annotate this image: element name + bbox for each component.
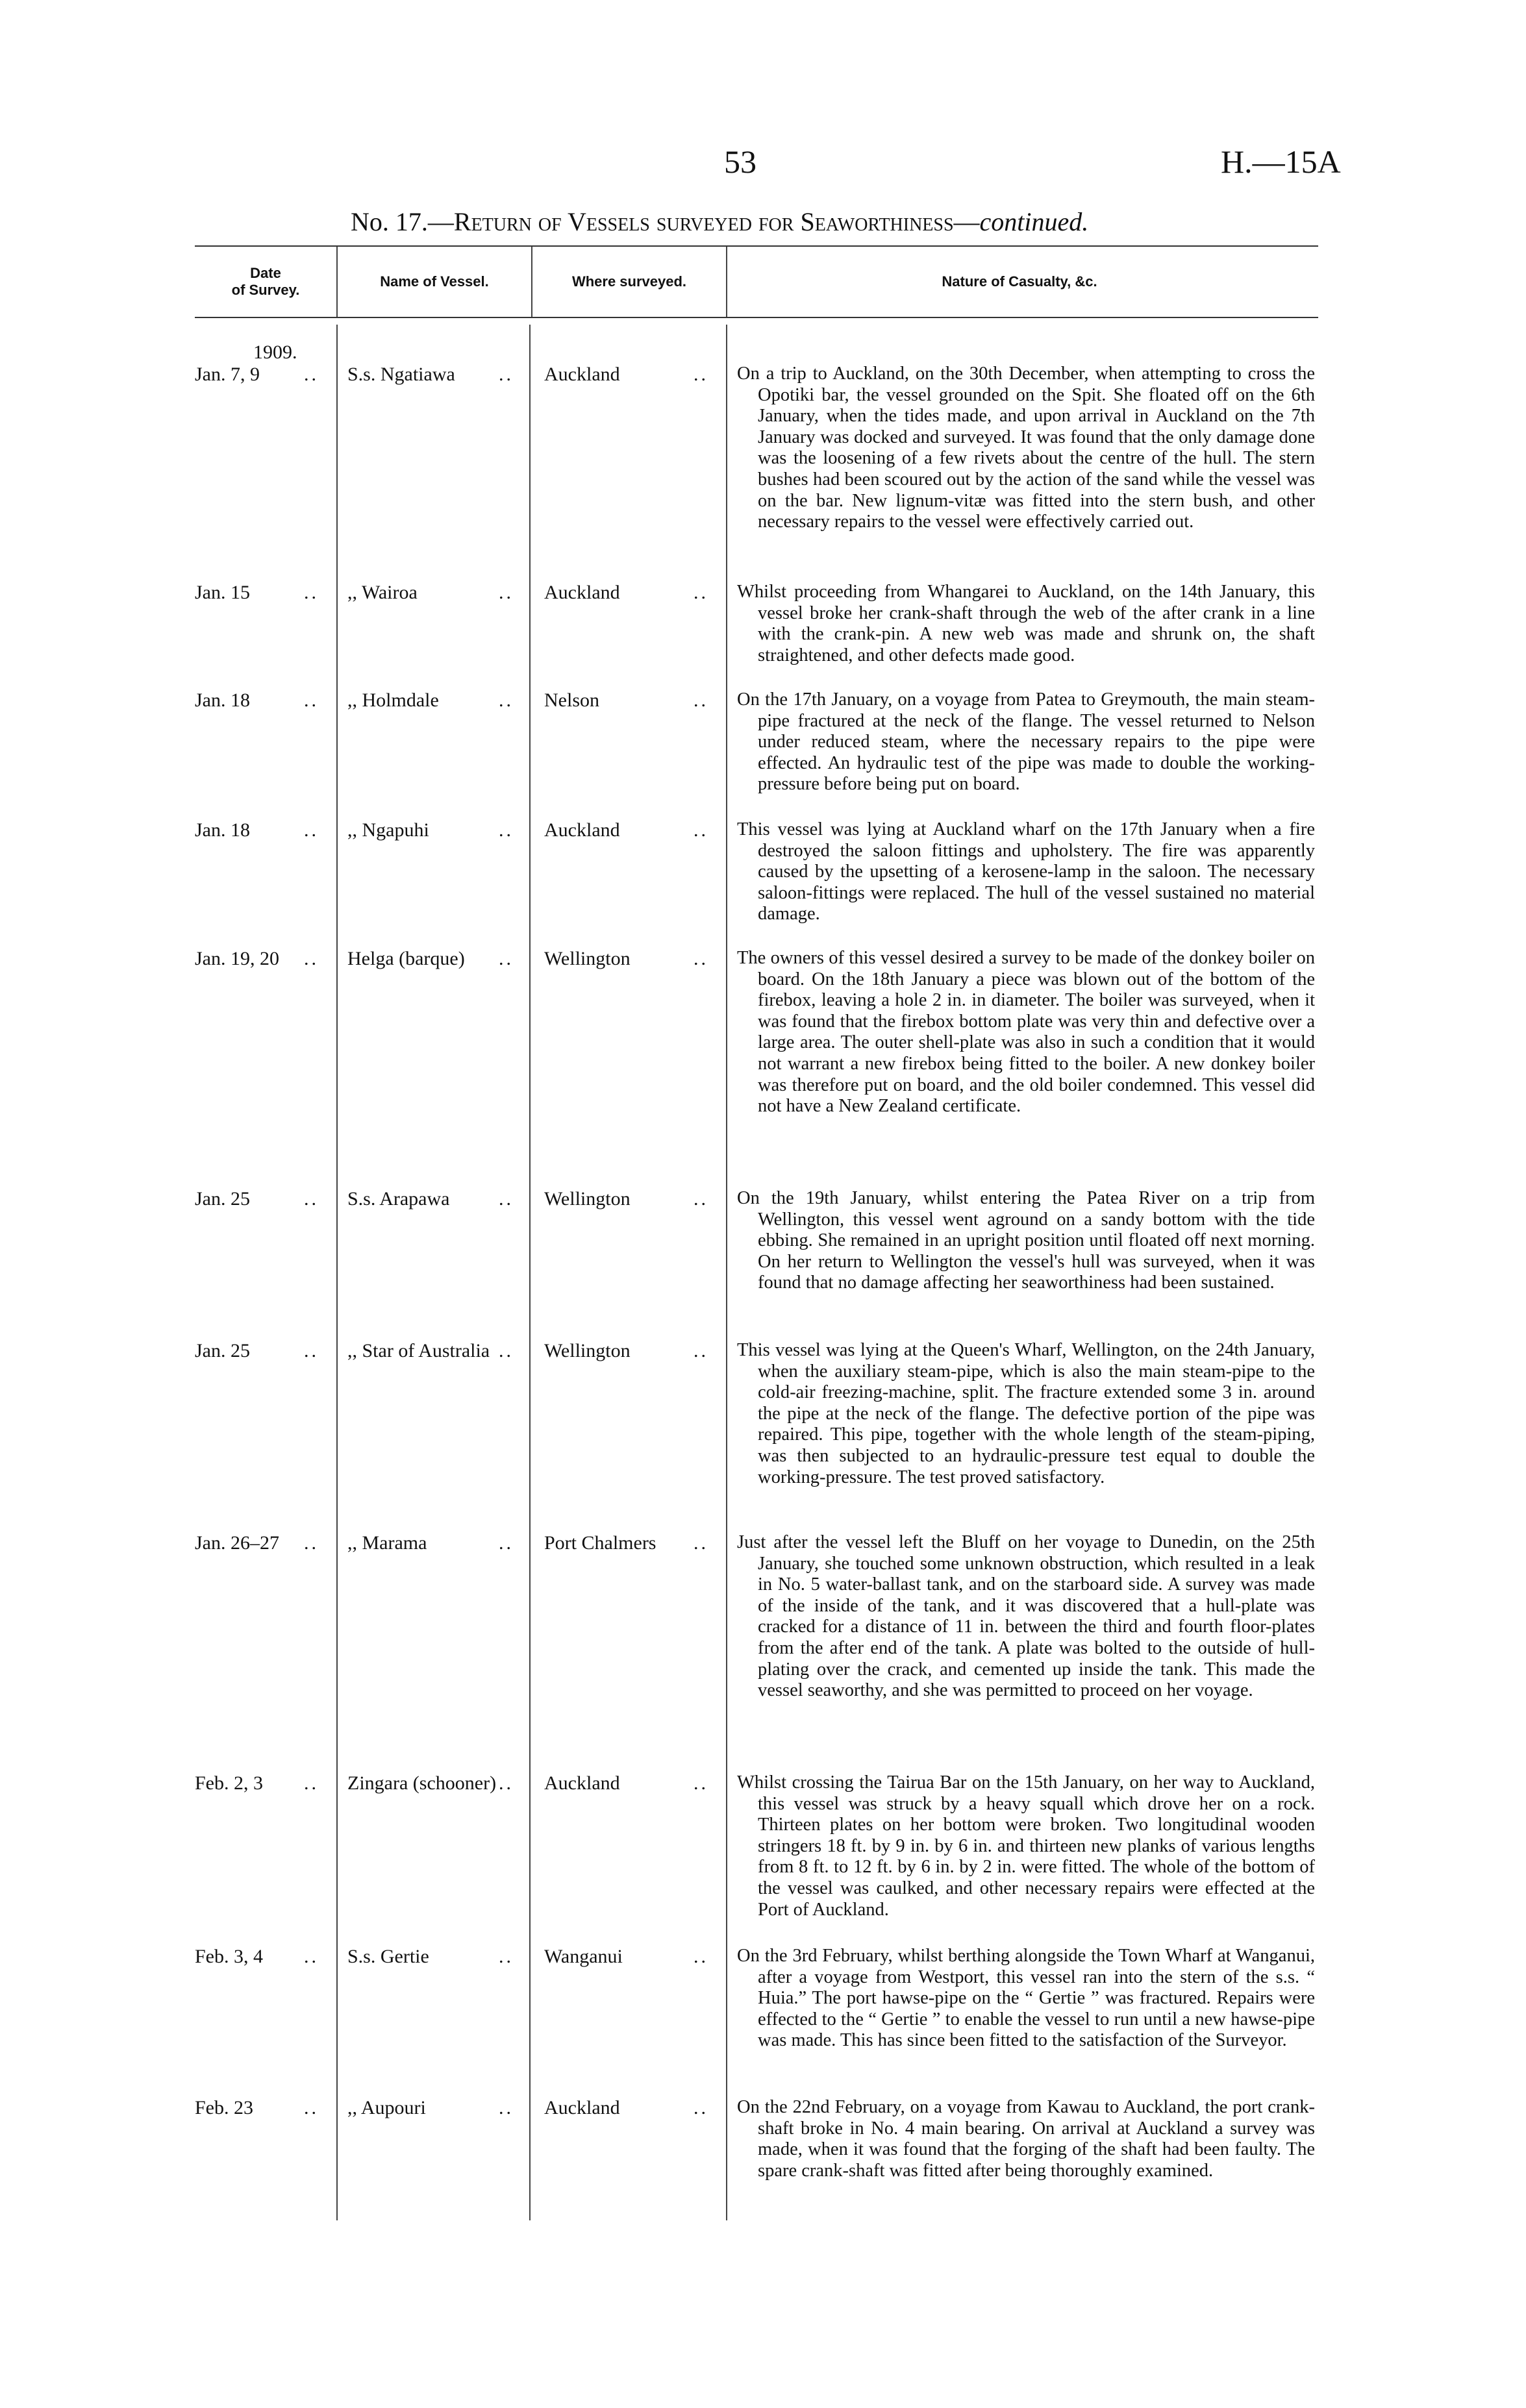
leader-dots: .. [694,689,708,711]
row-nature-text: On the 17th January, on a voyage from Patea to Greymouth, the main steam-pipe fractured at the neck of the flange. The vessel returned to Nelson under reduced steam, where the necessary repairs to the pipe were effected. An hydraulic test of the pipe was made to double the working-pressure before being put on board. [737,689,1315,795]
row-date: Jan. 19, 20 [195,948,279,969]
row-nature [737,2097,1315,2181]
title-main: Return of Vessels surveyed for Seaworthiness— [453,207,980,236]
row-nature [737,1772,1315,1920]
leader-dots: .. [304,1946,319,1967]
leader-dots: .. [304,1772,319,1794]
row-nature-text: This vessel was lying at Auckland wharf on the 17th January when a fire destroyed the saloon fittings and upholstery. The fire was apparently caused by the upsetting of a kerosene-lamp in the saloon. The necessary saloon-fittings were replaced. The hull of the vessel sustained no material damage. [737,819,1315,925]
leader-dots: .. [499,819,514,841]
leader-dots: .. [694,1946,708,1967]
page-number: 53 [724,143,757,180]
leader-dots: .. [499,1772,514,1794]
leader-dots: .. [304,582,319,603]
leader-dots: .. [694,1772,708,1794]
row-date: Jan. 25 [195,1188,250,1210]
header-bottom-rule [195,317,1318,318]
row-where: Wellington [544,948,631,969]
leader-dots: .. [694,582,708,603]
row-where: Wellington [544,1340,631,1361]
table-title [351,206,1247,237]
column-header-where: Where surveyed. [571,273,687,290]
row-nature [737,364,1315,533]
leader-dots: .. [304,689,319,711]
row-nature-text: On a trip to Auckland, on the 30th December, when attempting to cross the Opotiki bar, the vessel grounded on the Spit. She floated off on the 6th January, when the tides made, and upon arrival in Auckland on the 7th January was docked and surveyed. It was found that the only damage done was the loosening of a few rivets about the centre of the hull. The stern bushes had been scoured out by the action of the sand while the vessel was on the bar. New lignum-vitæ was fitted into the stern bush, and other necessary repairs to the vessel were effectively carried out. [737,364,1315,532]
row-date: Jan. 18 [195,689,250,711]
leader-dots: .. [499,2097,514,2118]
leader-dots: .. [304,2097,319,2118]
row-date: Jan. 26–27 [195,1532,279,1554]
row-vessel: ,, Aupouri [347,2097,426,2118]
row-where: Auckland [544,819,620,841]
column-header-vessel: Name of Vessel. [380,273,489,290]
row-nature-text: On the 22nd February, on a voyage from Kawau to Auckland, the port crank-shaft broke in No. 4 main bearing. On arrival at Auckland a survey was made, when it was found that the forging of the shaft had been faulty. The spare crank-shaft was fitted after being thoroughly examined. [737,2097,1315,2181]
row-nature-text: The owners of this vessel desired a survey to be made of the donkey boiler on board. On the 18th January a piece was blown out of the bottom of the firebox, leaving a hole 2 in. in diameter. The boiler was surveyed, when it was found that the firebox bottom plate was very thin and defective over a large area. The outer shell-plate was also in such a condition that it would not warrant a new firebox being fitted to the boiler. A new donkey boiler was therefore put on board, and the old boiler condemned. This vessel did not have a New Zealand certificate. [737,948,1315,1117]
row-vessel: ,, Wairoa [347,582,418,603]
leader-dots: .. [694,1188,708,1210]
row-where: Auckland [544,364,620,385]
row-where: Auckland [544,2097,620,2118]
leader-dots: .. [499,364,514,385]
row-nature [737,582,1315,666]
row-vessel: ,, Holmdale [347,689,439,711]
row-nature [737,1946,1315,2052]
row-date: Jan. 25 [195,1340,250,1361]
leader-dots: .. [694,2097,708,2118]
row-nature [737,1340,1315,1488]
title-number: No. 17.— [351,207,454,236]
row-vessel: Helga (barque) [347,948,465,969]
leader-dots: .. [499,1532,514,1554]
row-vessel: S.s. Arapawa [347,1188,450,1210]
column-header-date: Date of Survey. [231,265,300,298]
document-code: H.—15A [1221,143,1341,180]
row-where: Auckland [544,582,620,603]
row-nature [737,948,1315,1117]
row-nature-text: Whilst proceeding from Whangarei to Auckland, on the 14th January, this vessel broke her crank-shaft through the web of the after crank in a line with the crank-pin. A new web was made and shrunk on, the shaft straightened, and other defects made good. [737,582,1315,665]
row-nature [737,689,1315,795]
leader-dots: .. [499,1340,514,1361]
row-vessel: Zingara (schooner) [347,1772,497,1794]
leader-dots: .. [499,1946,514,1967]
leader-dots: .. [499,948,514,969]
leader-dots: .. [304,819,319,841]
row-nature-text: On the 3rd February, whilst berthing alongside the Town Wharf at Wanganui, after a voyage from Westport, this vessel ran into the stern of the s.s. “ Huia.” The port hawse-pipe on the “ Gertie ” was fractured. Repairs were effected to the “ Gertie ” to enable the vessel to run until a new hawse-pipe was made. This has since been fitted to the satisfaction of the Surveyor. [737,1946,1315,2051]
column-divider [726,325,727,2220]
row-date: Jan. 18 [195,819,250,841]
leader-dots: .. [304,948,319,969]
row-nature [737,819,1315,925]
leader-dots: .. [694,364,708,385]
leader-dots: .. [304,364,319,385]
row-nature-text: Just after the vessel left the Bluff on her voyage to Dunedin, on the 25th January, she touched some unknown obstruction, which resulted in a leak in No. 5 water-ballast tank, and on the starboard side. A survey was made of the inside of the tank, and it was discovered that a hull-plate was cracked for a distance of 11 in. between the third and fourth floor-plates from the after end of the tank. A plate was bolted to the outside of hull-plating over the crack, and cemented up inside the tank. This made the vessel seaworthy, and she was permitted to proceed on her voyage. [737,1532,1315,1701]
row-nature-text: Whilst crossing the Tairua Bar on the 15th January, on her way to Auckland, this vessel was struck by a heavy squall which drove her on a rock. Thirteen plates on her bottom were broken. Two longitudinal wooden stringers 18 ft. by 9 in. by 6 in. and thirteen new planks of various lengths from 8 ft. to 12 ft. by 6 in. by 2 in. were fitted. The whole of the bottom of the vessel was caulked, and other necessary repairs were effected at the Port of Auckland. [737,1772,1315,1920]
table-top-rule [195,245,1318,247]
leader-dots: .. [694,819,708,841]
row-where: Nelson [544,689,599,711]
leader-dots: .. [694,1532,708,1554]
leader-dots: .. [304,1188,319,1210]
leader-dots: .. [304,1532,319,1554]
leader-dots: .. [694,948,708,969]
leader-dots: .. [304,1340,319,1361]
row-where: Port Chalmers [544,1532,657,1554]
row-where: Wanganui [544,1946,623,1967]
row-vessel: S.s. Gertie [347,1946,429,1967]
row-date: Feb. 3, 4 [195,1946,263,1967]
row-vessel: S.s. Ngatiawa [347,364,455,385]
leader-dots: .. [694,1340,708,1361]
row-where: Wellington [544,1188,631,1210]
leader-dots: .. [499,689,514,711]
row-date: Jan. 7, 9 [195,364,260,385]
row-where: Auckland [544,1772,620,1794]
row-date: Jan. 15 [195,582,250,603]
year-label: 1909. [253,341,297,363]
row-nature [737,1532,1315,1702]
column-divider [529,325,531,2220]
title-continued: continued. [979,207,1089,236]
column-divider [336,325,338,2220]
column-header-nature: Nature of Casualty, &c. [942,273,1097,290]
leader-dots: .. [499,1188,514,1210]
row-vessel: ,, Ngapuhi [347,819,429,841]
row-vessel: ,, Marama [347,1532,427,1554]
row-nature [737,1188,1315,1294]
row-vessel: ,, Star of Australia [347,1340,490,1361]
row-date: Feb. 23 [195,2097,253,2118]
leader-dots: .. [499,582,514,603]
row-date: Feb. 2, 3 [195,1772,263,1794]
row-nature-text: On the 19th January, whilst entering the Patea River on a trip from Wellington, this vessel went aground on a sandy bottom with the tide ebbing. She remained in an upright position until floated off next morning. On her return to Wellington the vessel's hull was surveyed, when it was found that no damage affecting her seaworthiness had been sustained. [737,1188,1315,1293]
row-nature-text: This vessel was lying at the Queen's Wharf, Wellington, on the 24th January, when the auxiliary steam-pipe, which is also the main steam-pipe to the cold-air freezing-machine, split. The fracture extended some 3 in. around the pipe at the neck of the flange. The defective portion of the pipe was repaired. This pipe, together with the whole length of the steam-piping, was then subjected to an hydraulic-pressure test equal to double the working-pressure. The test proved satisfactory. [737,1340,1315,1487]
